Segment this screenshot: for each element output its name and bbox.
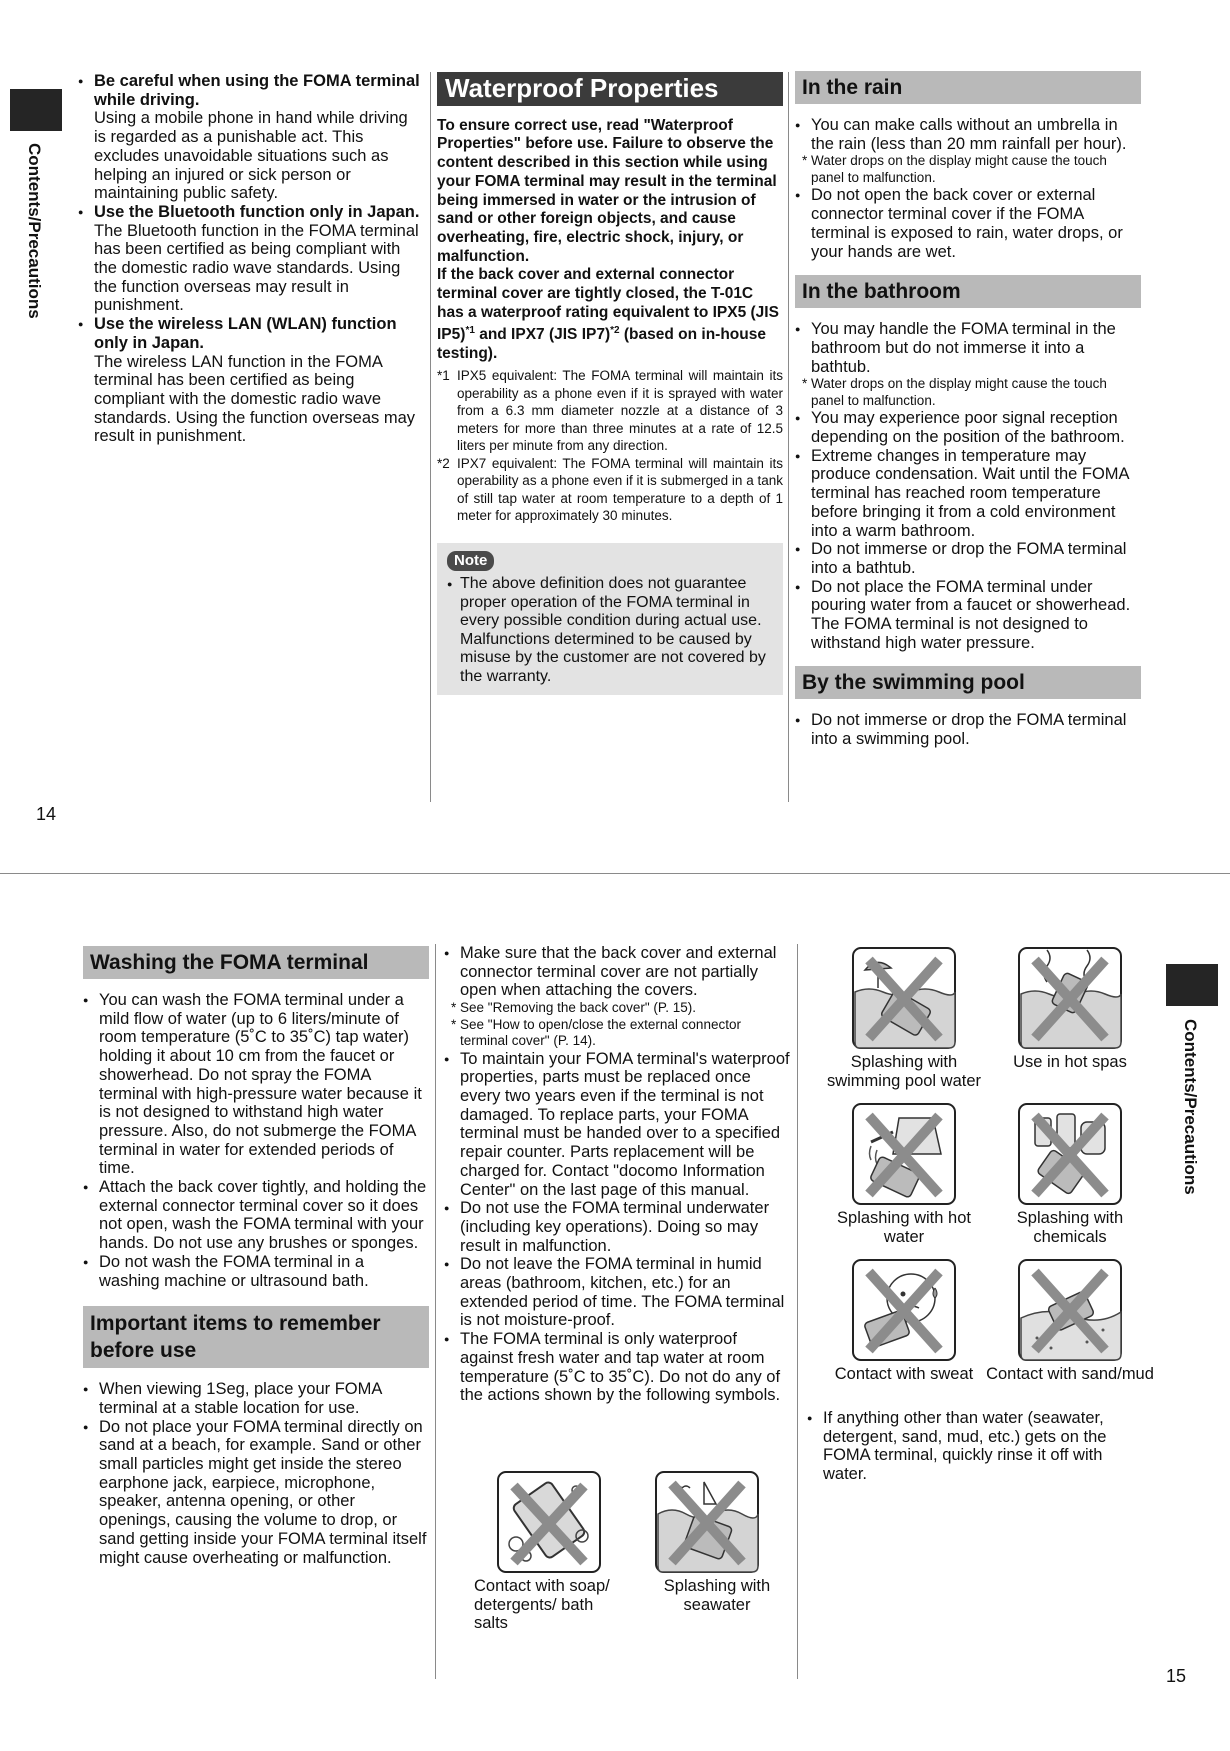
- waterproof-rating: If the back cover and external connector terminal cover are tightly closed, the T-01C has a waterproof rating equivalent to IPX5 (JIS IP5)$^{*1}$ and IPX7 (JIS IP7)$^{*2}$ (based on in-house testing).: [437, 266, 779, 363]
- page-separator: [0, 873, 1230, 874]
- symbol-caption: Contact with sweat: [834, 1365, 974, 1383]
- side-tab-label: Contents/Precautions: [1181, 1019, 1200, 1195]
- symbol-hot-water: [814, 1102, 994, 1246]
- soap-icon: [496, 1470, 602, 1574]
- hot-spa-icon: [1017, 946, 1123, 1050]
- list-item: ● Do not immerse or drop the FOMA terminal into a bathtub.: [795, 540, 1141, 577]
- rinse-note: [807, 1409, 1147, 1484]
- note-badge: Note: [447, 551, 494, 572]
- footnote: *2 IPX7 equivalent: The FOMA terminal will maintain its operability as a phone even if it is submerged in a tank of still tap water at room temperature to a depth of 1 meter for approximately 30 minutes.: [437, 455, 783, 523]
- list-item: ● Do not immerse or drop the FOMA terminal into a swimming pool.: [795, 711, 1141, 748]
- list-item: ● Do not place your FOMA terminal directly on sand at a beach, for example. Sand or other small particles might get inside the stereo earphone jack, earpiece, microphone, speaker, antenna opening, or other openings, causing the volume to drop, or sand getting inside your FOMA terminal itself might cause overheating or malfunction.: [83, 1418, 429, 1568]
- list-item: ● You can make calls without an umbrella in the rain (less than 20 mm rainfall per hour).: [795, 116, 1141, 153]
- symbol-sweat: [814, 1258, 994, 1384]
- list-item: ● Do not leave the FOMA terminal in humid areas (bathroom, kitchen, etc.) for an extended period of time. The FOMA terminal is not moisture-proof.: [444, 1255, 790, 1330]
- section-heading: By the swimming pool: [795, 666, 1141, 699]
- note-item: ● The above definition does not guarantee proper operation of the FOMA terminal in every possible condition during actual use. Malfunctions determined to be caused by misuse by the customer are not covered by the warranty.: [447, 575, 775, 687]
- symbol-sand-mud: [980, 1258, 1160, 1384]
- list-item: ● To maintain your FOMA terminal's waterproof properties, parts must be replaced once every two years even if the terminal is not damaged. To replace parts, your FOMA terminal must be handed over to a specified repair counter. Parts replacement will be charged for. Contact "docomo Information Center" on the last page of this manual.: [444, 1050, 790, 1200]
- symbol-soap: [474, 1470, 624, 1633]
- symbol-caption: Splashing with hot water: [837, 1209, 971, 1246]
- kettle-icon: [851, 1102, 957, 1206]
- list-item: ● Use the Bluetooth function only in Japan. The Bluetooth function in the FOMA terminal has been certified as being compliant with the domestic radio wave standards. Using the function overseas may result in punishment.: [78, 203, 424, 315]
- chemical-bottle-icon: [1017, 1102, 1123, 1206]
- column-divider: [797, 944, 798, 1679]
- symbol-caption: Use in hot spas: [1013, 1053, 1127, 1071]
- symbol-caption: Splashing with swimming pool water: [826, 1053, 982, 1090]
- sweat-face-icon: [851, 1258, 957, 1362]
- list-item: ● Do not use the FOMA terminal underwater (including key operations). Doing so may result in malfunction.: [444, 1199, 790, 1255]
- symbol-caption: Contact with sand/mud: [986, 1365, 1154, 1383]
- symbol-caption: Splashing with chemicals: [1016, 1209, 1124, 1246]
- list-item: ● Do not open the back cover or external connector terminal cover if the FOMA terminal is exposed to rain, water drops, or your hands are wet.: [795, 186, 1141, 261]
- seawater-icon: [654, 1470, 760, 1574]
- list-item: ● Do not wash the FOMA terminal in a washing machine or ultrasound bath.: [83, 1253, 429, 1290]
- list-item: ● You may experience poor signal reception depending on the position of the bathroom.: [795, 409, 1141, 446]
- sand-icon: [1017, 1258, 1123, 1362]
- section-heading: In the rain: [795, 71, 1141, 104]
- symbol-hot-spas: [980, 946, 1160, 1072]
- symbol-pool-water: [814, 946, 994, 1090]
- list-item: ● You can wash the FOMA terminal under a mild flow of water (up to 6 liters/minute of room temperature (5˚C to 35˚C) tap water) holding it about 10 cm from the faucet or showerhead. Do not spray the FOMA terminal with high-pressure water because it is not designed to withstand high water pressure. Also, do not submerge the FOMA terminal in water for extended periods of time.: [83, 991, 429, 1178]
- list-item: ● Attach the back cover tightly, and holding the external connector terminal cover so it does not open, wash the FOMA terminal with your hands. Do not use any brushes or sponges.: [83, 1178, 429, 1253]
- list-note: * See "How to open/close the external connector terminal cover" (P. 14).: [451, 1016, 741, 1049]
- list-item: ● Be careful when using the FOMA terminal while driving. Using a mobile phone in hand while driving is regarded as a punishable act. This excludes unavoidable situations such as helping an injured or sick person or maintaining public safety.: [78, 72, 424, 203]
- list-item: ● If anything other than water (seawater, detergent, sand, mud, etc.) gets on the FOMA terminal, quickly rinse it off with water.: [807, 1409, 1147, 1484]
- page-number-left: 14: [36, 804, 57, 824]
- section-heading: Important items to remember before use: [83, 1306, 429, 1368]
- list-item: ● Do not place the FOMA terminal under pouring water from a faucet or showerhead. The FOMA terminal is not designed to withstand high water pressure.: [795, 578, 1141, 653]
- section-heading: In the bathroom: [795, 275, 1141, 308]
- section-heading: Waterproof Properties: [437, 72, 783, 106]
- column-divider: [435, 944, 436, 1679]
- footnote: *1 IPX5 equivalent: The FOMA terminal will maintain its operability as a phone even if it is sprayed with water from a 6.3 mm diameter nozzle at a distance of 3 meters for more than three minutes at a rate of 12.5 liters per minute from any direction.: [437, 368, 783, 453]
- list-item: ● Use the wireless LAN (WLAN) function only in Japan. The wireless LAN function in the FOMA terminal has been certified as being compliant with the domestic radio wave standards. Using the function overseas may result in punishment.: [78, 315, 424, 446]
- maintenance-section: [444, 944, 790, 1405]
- list-item: ● The FOMA terminal is only waterproof against fresh water and tap water at room temperature (5˚C to 35˚C). Do not do any of the actions shown by the following symbols.: [444, 1330, 790, 1405]
- symbol-seawater: [632, 1470, 782, 1614]
- list-item: ● Extreme changes in temperature may produce condensation. Wait until the FOMA terminal has reached room temperature before bringing it from a cold environment into a warm bathroom.: [795, 447, 1141, 541]
- list-item: ● When viewing 1Seg, place your FOMA terminal at a stable location for use.: [83, 1380, 429, 1417]
- column-divider: [788, 72, 789, 802]
- driving-precautions: [78, 72, 424, 446]
- washing-section: [83, 946, 429, 1567]
- side-tab-marker: [1166, 964, 1218, 1006]
- symbol-caption: Splashing with seawater: [663, 1577, 771, 1614]
- waterproof-section: Waterproof Properties To ensure correct use, read "Waterproof Properties" before use. Failure to observe the content described in this section while using your FOMA terminal may result in the terminal being immersed in water or the intrusion of sand or other foreign objects, and cause overheating, fire, electric shock, injury, or malfunction. If the back cover and external connector terminal cover are tightly closed, the T-01C has a waterproof rating equivalent to IPX5 (JIS IP5)$^{*1}$ and IPX7 (JIS IP7)$^{*2}$ (based on in-house testing). *1 IPX5 equivalent: The FOMA terminal will maintain its operability as a phone even if it is sprayed with water from a 6.3 mm diameter nozzle at a distance of 3 meters for more than three minutes at a rate of 12.5 liters per minute from any direction. *2 IPX7 equivalent: The FOMA terminal will maintain its operability as a phone even if it is submerged in a tank of still tap water at room temperature to a depth of 1 meter for approximately 30 minutes. Note ● The above definition does not guarantee proper operation of the FOMA terminal in every possible condition during actual use. Malfunctions determined to be caused by misuse by the customer are not covered by the warranty.: [437, 72, 783, 695]
- list-note: * Water drops on the display might cause the touch panel to malfunction.: [802, 376, 1107, 408]
- list-note: * See "Removing the back cover" (P. 15).: [451, 1000, 696, 1016]
- swimming-pool-icon: [851, 946, 957, 1050]
- list-item: ● Make sure that the back cover and external connector terminal cover are not partially open when attaching the covers.: [444, 944, 790, 1000]
- side-tab-marker: [10, 89, 62, 131]
- note-box: [437, 543, 783, 695]
- symbol-chemicals: [980, 1102, 1160, 1246]
- usage-situations: [795, 71, 1141, 749]
- side-tab-label: Contents/Precautions: [25, 143, 44, 319]
- page-number-right: 15: [1166, 1666, 1187, 1686]
- symbol-caption: Contact with soap/ detergents/ bath salts: [474, 1577, 610, 1632]
- list-note: * Water drops on the display might cause the touch panel to malfunction.: [802, 153, 1107, 185]
- column-divider: [430, 72, 431, 802]
- list-item: ● You may handle the FOMA terminal in the bathroom but do not immerse it into a bathtub.: [795, 320, 1141, 376]
- section-heading: Washing the FOMA terminal: [83, 946, 429, 979]
